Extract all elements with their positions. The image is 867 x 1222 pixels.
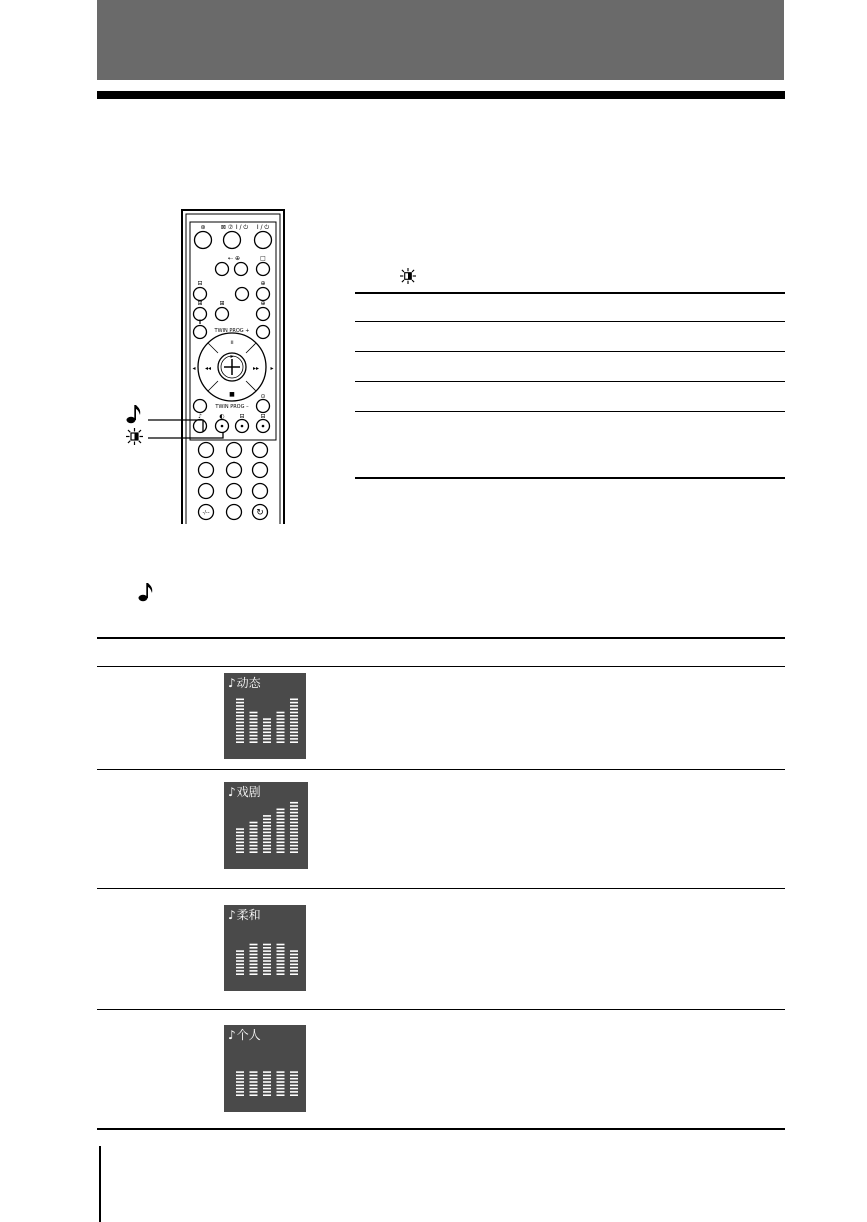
eq-mode-label: 个人 xyxy=(236,1028,261,1042)
sun-icon xyxy=(400,268,416,284)
ring-label-bottom: TWIN PROG – xyxy=(215,404,249,410)
music-note-icon: ♪ xyxy=(228,785,236,799)
sound-table-row-rule xyxy=(97,888,785,889)
eq-band-bar xyxy=(236,950,244,975)
remote-control-illustration xyxy=(180,208,286,524)
sound-table-top-rule xyxy=(97,637,785,639)
svg-text:⊞: ⊞ xyxy=(219,300,225,307)
remote-digit-key-label: -/-- xyxy=(202,510,210,516)
eq-band-bar xyxy=(236,828,244,853)
svg-text:•: • xyxy=(233,460,235,466)
eq-band-bar xyxy=(250,1071,258,1096)
eq-panel-title xyxy=(228,785,261,799)
eq-panel-title xyxy=(228,676,261,690)
eq-band-bar xyxy=(277,809,285,854)
picture-callout xyxy=(126,428,143,450)
eq-band-bar xyxy=(263,944,271,975)
eq-panel-title xyxy=(228,1028,261,1042)
svg-text:▸: ▸ xyxy=(270,366,274,372)
eq-band-bar xyxy=(250,822,258,853)
svg-text:□: □ xyxy=(260,255,266,262)
svg-text:◐: ◐ xyxy=(219,413,225,420)
music-note-icon xyxy=(126,404,142,424)
eq-band-bar xyxy=(290,802,298,853)
svg-text:ıı: ıı xyxy=(230,339,234,346)
svg-text:⊟: ⊟ xyxy=(197,280,203,287)
eq-panel-dynamic xyxy=(224,673,306,759)
eq-band-bar xyxy=(236,699,244,744)
sound-mode-icon xyxy=(138,582,154,607)
picture-table-row-rule xyxy=(355,411,785,412)
eq-band-bar xyxy=(263,718,271,743)
eq-band-bar xyxy=(290,699,298,744)
sound-table-header-rule xyxy=(97,666,785,667)
eq-band-bar xyxy=(236,1071,244,1096)
svg-text:↻: ↻ xyxy=(256,508,264,518)
eq-band-bar xyxy=(290,1071,298,1096)
eq-panel-soft xyxy=(224,905,306,991)
eq-band-bar xyxy=(290,950,298,975)
svg-text:♪: ♪ xyxy=(198,413,202,420)
picture-table-bottom-rule xyxy=(355,477,785,479)
picture-table-row-rule xyxy=(355,321,785,322)
sound-callout xyxy=(126,404,142,429)
sound-table-row-rule xyxy=(97,769,785,770)
music-note-icon: ♪ xyxy=(228,1028,236,1042)
picture-mode-icon xyxy=(400,268,416,284)
svg-text:◂: ◂ xyxy=(192,366,196,372)
music-note-icon: ♪ xyxy=(228,676,236,690)
eq-panel-drama xyxy=(224,782,308,869)
header-band xyxy=(97,0,784,80)
eq-panel-title xyxy=(228,908,261,922)
eq-mode-label: 戏剧 xyxy=(236,785,261,799)
svg-text:⊕: ⊕ xyxy=(260,300,266,307)
page-margin-rule xyxy=(99,1146,101,1222)
remote-power-label-1: I / ⏻ xyxy=(235,224,249,231)
sound-table-row-rule xyxy=(97,1009,785,1010)
music-note-icon xyxy=(138,582,154,602)
eq-band-bar xyxy=(277,712,285,743)
eq-band-bar xyxy=(263,815,271,853)
svg-text:⊠ ⑦: ⊠ ⑦ xyxy=(220,224,234,231)
svg-text:Ⅱ: Ⅱ xyxy=(198,319,202,326)
eq-mode-label: 动态 xyxy=(236,676,261,690)
picture-table-row-rule xyxy=(355,351,785,352)
eq-panel-personal xyxy=(224,1025,306,1112)
sound-table-bottom-rule xyxy=(97,1128,785,1130)
svg-text:⊟: ⊟ xyxy=(239,413,245,420)
music-note-icon: ♪ xyxy=(228,908,236,922)
svg-text:⊙: ⊙ xyxy=(260,393,266,400)
eq-band-bar xyxy=(250,944,258,975)
picture-table-row-rule xyxy=(355,381,785,382)
remote-power-label-2: I / ⏻ xyxy=(256,224,270,231)
header-rule xyxy=(97,91,785,99)
svg-text:▸▸: ▸▸ xyxy=(252,365,260,372)
ring-label-top: TWIN PROG + xyxy=(214,328,250,334)
svg-text:⊕: ⊕ xyxy=(260,280,266,287)
svg-text:◂◂: ◂◂ xyxy=(204,365,212,372)
svg-text:⊞: ⊞ xyxy=(197,300,203,307)
svg-text:▸: ▸ xyxy=(230,353,234,360)
eq-band-bar xyxy=(250,712,258,743)
svg-text:■: ■ xyxy=(229,391,235,398)
svg-text:⊛: ⊛ xyxy=(200,224,206,231)
picture-table-top-rule xyxy=(355,292,785,294)
eq-band-bar xyxy=(263,1071,271,1096)
svg-text:⇠ ⊕: ⇠ ⊕ xyxy=(228,255,240,262)
remote-control-drawing xyxy=(180,208,286,524)
eq-mode-label: 柔和 xyxy=(236,908,261,922)
callout-leader-lines xyxy=(145,412,255,447)
eq-band-bar xyxy=(277,1071,285,1096)
eq-band-bar xyxy=(277,944,285,975)
sun-icon xyxy=(126,428,143,445)
svg-text:⊟: ⊟ xyxy=(260,413,266,420)
